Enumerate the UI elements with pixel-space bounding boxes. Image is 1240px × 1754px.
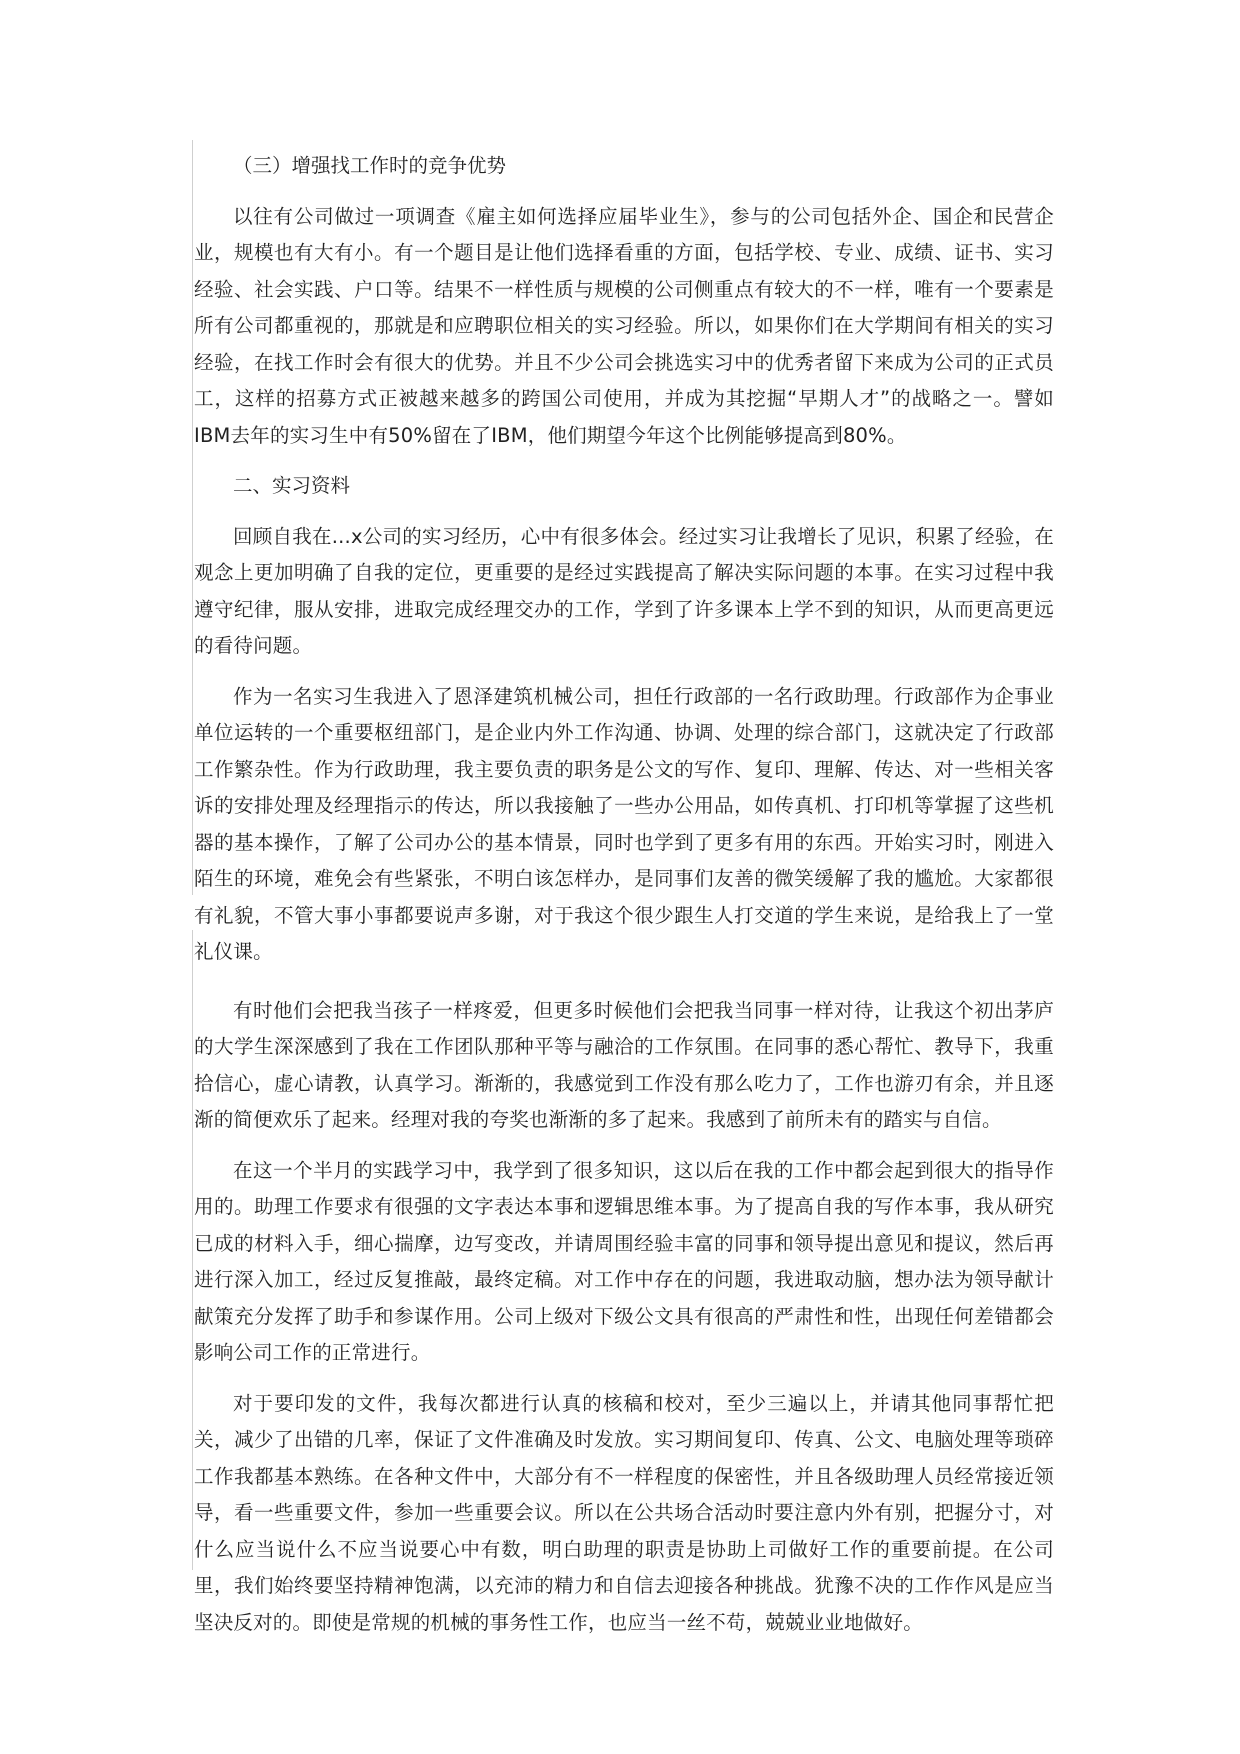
paragraph-colleagues: 有时他们会把我当孩子一样疼爱，但更多时候他们会把我当同事一样对待，让我这个初出茅庐的大学生深深感到了我在工作团队那种平等与融洽的工作氛围。在同事的悉心帮忙、教导下，我重拾信心，虚心请教，认真学习。渐渐的，我感觉到工作没有那么吃力了，工作也游刃有余，并且逐渐的简便欢乐了起来。经理对我的夸奖也渐渐的多了起来。我感到了前所未有的踏实与自信。 xyxy=(194,998,1054,1131)
margin-rule-top xyxy=(192,140,193,895)
margin-rule-bottom xyxy=(192,930,193,1570)
paragraph-survey: 以往有公司做过一项调查《雇主如何选择应届毕业生》，参与的公司包括外企、国企和民营企业，规模也有大有小。有一个题目是让他们选择看重的方面，包括学校、专业、成绩、证书、实习经验、社会实践、户口等。结果不一样性质与规模的公司侧重点有较大的不一样，唯有一个要素是所有公司都重视的，那就是和应聘职位相关的实习经验。所以，如果你们在大学期间有相关的实习经验，在找工作时会有很大的优势。并且不少公司会挑选实习中的优秀者留下来成为公司的正式员工，这样的招募方式正被越来越多的跨国公司使用，并成为其挖掘“早期人才”的战略之一。譬如IBM去年的实习生中有50%留在了IBM，他们期望今年这个比例能够提高到80%。 xyxy=(194,204,1054,447)
section-heading-competitive-advantage: （三）增强找工作时的竞争优势 xyxy=(233,154,507,177)
paragraph-learning: 在这一个半月的实践学习中，我学到了很多知识，这以后在我的工作中都会起到很大的指导作用的。助理工作要求有很强的文字表达本事和逻辑思维本事。为了提高自我的写作本事，我从研究已成的材料入手，细心揣摩，边写变改，并请周围经验丰富的同事和领导提出意见和提议，然后再进行深入加工，经过反复推敲，最终定稿。对工作中存在的问题，我进取动脑，想办法为领导献计献策充分发挥了助手和参谋作用。公司上级对下级公文具有很高的严肃性和性，出现任何差错都会影响公司工作的正常进行。 xyxy=(194,1158,1054,1364)
paragraph-admin-assistant: 作为一名实习生我进入了恩泽建筑机械公司，担任行政部的一名行政助理。行政部作为企事业单位运转的一个重要枢纽部门，是企业内外工作沟通、协调、处理的综合部门，这就决定了行政部工作繁杂性。作为行政助理，我主要负责的职务是公文的写作、复印、理解、传达、对一些相关客诉的安排处理及经理指示的传达，所以我接触了一些办公用品，如传真机、打印机等掌握了这些机器的基本操作，了解了公司办公的基本情景，同时也学到了更多有用的东西。开始实习时，刚进入陌生的环境，难免会有些紧张，不明白该怎样办，是同事们友善的微笑缓解了我的尴尬。大家都很有礼貌，不管大事小事都要说声多谢，对于我这个很少跟生人打交道的学生来说，是给我上了一堂礼仪课。 xyxy=(194,684,1054,963)
document-body xyxy=(194,148,1054,1655)
section-heading-internship-content: 二、实习资料 xyxy=(233,474,351,497)
paragraph-review: 回顾自我在...x公司的实习经历，心中有很多体会。经过实习让我增长了见识，积累了经验，在观念上更加明确了自我的定位，更重要的是经过实践提高了解决实际问题的本事。在实习过程中我遵守纪律，服从安排，进取完成经理交办的工作，学到了许多课本上学不到的知识，从而更高更远的看待问题。 xyxy=(194,524,1054,657)
paragraph-documents: 对于要印发的文件，我每次都进行认真的核稿和校对，至少三遍以上，并请其他同事帮忙把关，减少了出错的几率，保证了文件准确及时发放。实习期间复印、传真、公文、电脑处理等琐碎工作我都基本熟练。在各种文件中，大部分有不一样程度的保密性，并且各级助理人员经常接近领导，看一些重要文件，参加一些重要会议。所以在公共场合活动时要注意内外有别，把握分寸，对什么应当说什么不应当说要心中有数，明白助理的职责是协助上司做好工作的重要前提。在公司里，我们始终要坚持精神饱满，以充沛的精力和自信去迎接各种挑战。犹豫不决的工作作风是应当坚决反对的。即使是常规的机械的事务性工作，也应当一丝不苟，兢兢业业地做好。 xyxy=(194,1391,1054,1634)
